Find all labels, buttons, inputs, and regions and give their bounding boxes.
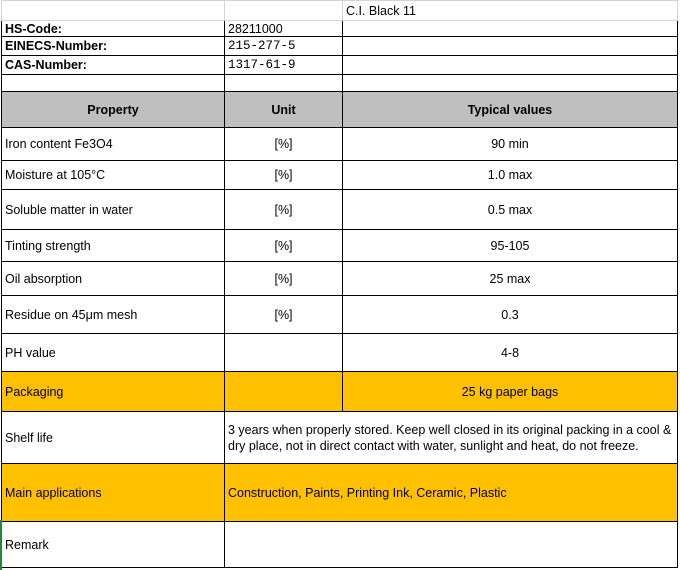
hs-code-value[interactable]: 28211000 — [225, 21, 343, 37]
property-unit[interactable]: [%] — [225, 190, 343, 230]
table-row — [2, 334, 678, 372]
column-header-row — [2, 92, 678, 128]
hs-code-label[interactable]: HS-Code: — [2, 21, 225, 37]
table-row — [2, 230, 678, 262]
spacer-row — [2, 75, 678, 92]
cas-value[interactable]: 1317-61-9 — [225, 56, 343, 75]
property-name[interactable]: Iron content Fe3O4 — [2, 128, 225, 161]
table-row — [2, 262, 678, 296]
empty-cell[interactable] — [225, 372, 343, 412]
packaging-row — [2, 372, 678, 412]
table-row — [2, 161, 678, 190]
packaging-value[interactable]: 25 kg paper bags — [343, 372, 678, 412]
property-unit[interactable]: [%] — [225, 230, 343, 262]
property-name[interactable]: Residue on 45μm mesh — [2, 296, 225, 334]
cas-label[interactable]: CAS-Number: — [2, 56, 225, 75]
shelf-life-row — [2, 412, 678, 464]
property-unit[interactable]: [%] — [225, 161, 343, 190]
property-name[interactable]: Oil absorption — [2, 262, 225, 296]
property-unit[interactable]: [%] — [225, 262, 343, 296]
property-name[interactable]: Soluble matter in water — [2, 190, 225, 230]
empty-cell[interactable] — [343, 75, 678, 92]
property-unit[interactable]: [%] — [225, 128, 343, 161]
empty-cell[interactable] — [2, 75, 225, 92]
title-row — [2, 1, 678, 21]
header-unit[interactable]: Unit — [225, 92, 343, 128]
applications-label[interactable]: Main applications — [2, 464, 225, 522]
property-value[interactable]: 25 max — [343, 262, 678, 296]
property-name[interactable]: Moisture at 105°C — [2, 161, 225, 190]
table-row — [2, 190, 678, 230]
table-row — [2, 296, 678, 334]
shelf-life-label[interactable]: Shelf life — [2, 412, 225, 464]
property-value[interactable]: 4-8 — [343, 334, 678, 372]
cas-row — [2, 56, 678, 75]
empty-cell[interactable] — [343, 37, 678, 56]
property-name[interactable]: PH value — [2, 334, 225, 372]
property-unit[interactable]: [%] — [225, 296, 343, 334]
property-value[interactable]: 1.0 max — [343, 161, 678, 190]
einecs-label[interactable]: EINECS-Number: — [2, 37, 225, 56]
property-value[interactable]: 95-105 — [343, 230, 678, 262]
empty-cell[interactable] — [225, 75, 343, 92]
property-name[interactable]: Tinting strength — [2, 230, 225, 262]
header-typical-values[interactable]: Typical values — [343, 92, 678, 128]
product-title[interactable]: C.I. Black 11 — [343, 1, 678, 21]
remark-row — [2, 522, 678, 568]
applications-row — [2, 464, 678, 522]
einecs-value[interactable]: 215-277-5 — [225, 37, 343, 56]
empty-cell[interactable] — [343, 21, 678, 37]
header-property[interactable]: Property — [2, 92, 225, 128]
empty-cell[interactable] — [343, 56, 678, 75]
property-value[interactable]: 0.3 — [343, 296, 678, 334]
shelf-life-value[interactable]: 3 years when properly stored. Keep well closed in its original packing in a cool & dry place, not in direct contact with water, sunlight and heat, do not freeze. — [225, 412, 678, 464]
applications-value[interactable]: Construction, Paints, Printing Ink, Ceramic, Plastic — [225, 464, 678, 522]
remark-label[interactable]: Remark — [2, 522, 225, 568]
table-row — [2, 128, 678, 161]
title-blank-cell[interactable] — [225, 1, 343, 21]
remark-value[interactable] — [225, 522, 678, 568]
property-value[interactable]: 0.5 max — [343, 190, 678, 230]
property-value[interactable]: 90 min — [343, 128, 678, 161]
selection-edge-marker — [0, 520, 2, 570]
hs-code-row — [2, 21, 678, 37]
property-unit[interactable] — [225, 334, 343, 372]
einecs-row — [2, 37, 678, 56]
title-blank-cell[interactable] — [2, 1, 225, 21]
packaging-label[interactable]: Packaging — [2, 372, 225, 412]
spec-table — [1, 0, 678, 568]
